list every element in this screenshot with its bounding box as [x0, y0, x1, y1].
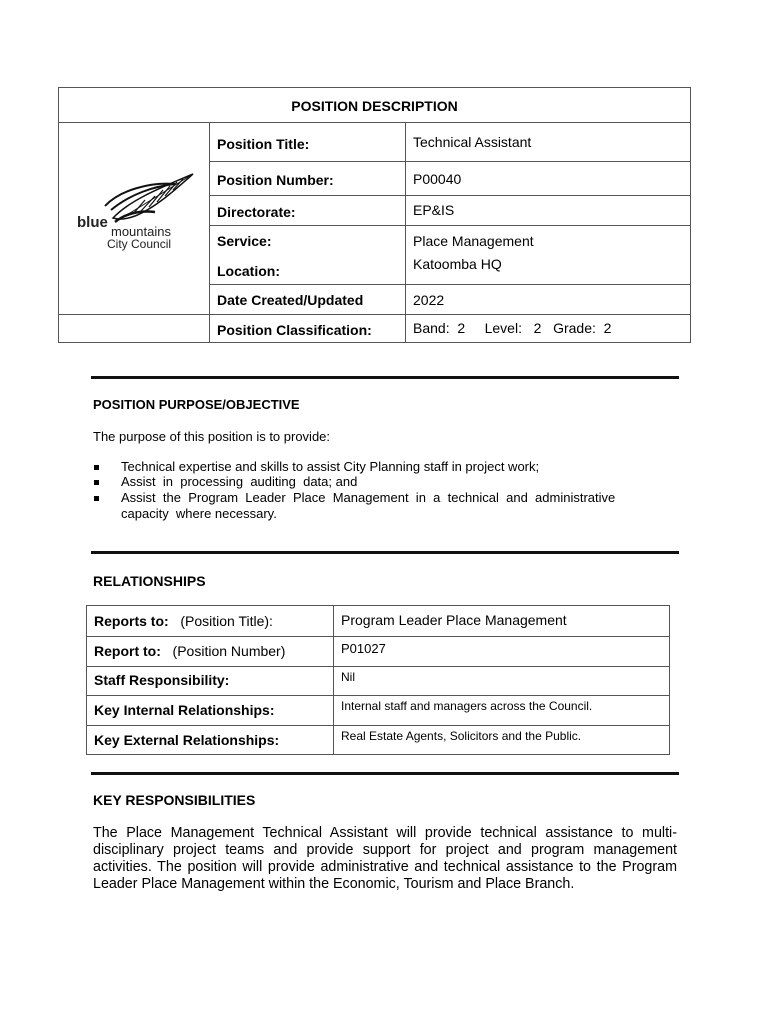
table-row [94, 672, 229, 688]
row-label: Staff Responsibility: [94, 672, 230, 688]
service-value: Place Management [413, 233, 534, 249]
divider [405, 122, 406, 342]
table-row [94, 732, 279, 748]
position-title-value: Technical Assistant [413, 134, 532, 150]
directorate-value: EP&IS [413, 202, 455, 218]
purpose-bullet: Assist in processing auditing data; and [121, 474, 358, 489]
council-logo [75, 170, 195, 255]
relationships-table [86, 605, 670, 755]
row-value: Program Leader Place Management [341, 612, 567, 628]
divider [209, 225, 690, 226]
logo-word-city-council: City Council [107, 237, 172, 251]
table-row [94, 643, 285, 659]
position-classification-label: Position Classification: [217, 322, 372, 338]
document-title: POSITION DESCRIPTION [291, 98, 458, 114]
bullet-marker [94, 480, 99, 485]
divider [209, 161, 690, 162]
divider [87, 636, 669, 637]
row-label-extra: (Position Title): [168, 613, 273, 629]
date-created-label: Date Created/Updated [217, 292, 364, 308]
row-label: Reports to: [94, 613, 169, 629]
row-value: Real Estate Agents, Solicitors and the Public. [341, 729, 582, 743]
logo-word-mountains: mountains [111, 224, 171, 239]
divider [87, 666, 669, 667]
row-label: Key Internal Relationships: [94, 702, 275, 718]
divider [209, 122, 210, 342]
divider [59, 314, 690, 315]
purpose-heading: POSITION PURPOSE/OBJECTIVE [93, 397, 300, 412]
key-responsibilities-heading: KEY RESPONSIBILITIES [93, 792, 256, 808]
position-number-label: Position Number: [217, 172, 334, 188]
position-classification-value: Band: 2 Level: 2 Grade: 2 [413, 320, 612, 336]
directorate-label: Directorate: [217, 204, 296, 220]
date-created-value: 2022 [413, 292, 445, 308]
row-label: Report to: [94, 643, 161, 659]
position-title-label: Position Title: [217, 136, 310, 152]
divider [209, 195, 690, 196]
row-value: Internal staff and managers across the Council. [341, 699, 593, 713]
table-row [94, 613, 273, 629]
location-value: Katoomba HQ [413, 256, 502, 272]
service-label: Service: [217, 233, 272, 249]
row-value: P01027 [341, 641, 386, 656]
divider [209, 284, 690, 285]
section-rule [91, 551, 679, 554]
bullet-marker [94, 465, 99, 470]
section-rule [91, 772, 679, 775]
row-label-extra: (Position Number) [160, 643, 286, 659]
divider [59, 122, 690, 123]
row-value: Nil [341, 670, 355, 684]
logo-word-blue: blue [77, 214, 108, 231]
purpose-bullet-continuation: capacity where necessary. [121, 506, 277, 521]
relationships-heading: RELATIONSHIPS [93, 573, 206, 589]
bullet-marker [94, 496, 99, 501]
divider [87, 695, 669, 696]
key-responsibilities-paragraph: The Place Management Technical Assistant will provide technical assistance to multi-disciplinary project teams and provide support for project and program management activities. The position will provide administrative and technical assistance to the Program Leader Place Management within the Economic, Tourism and Place Branch. [93, 825, 677, 892]
position-number-value: P00040 [413, 171, 462, 187]
purpose-bullet: Assist the Program Leader Place Management in a technical and administrative [121, 490, 616, 505]
purpose-bullet: Technical expertise and skills to assist City Planning staff in project work; [121, 459, 540, 474]
section-rule [91, 376, 679, 379]
row-label: Key External Relationships: [94, 732, 280, 748]
divider [333, 606, 334, 754]
purpose-intro: The purpose of this position is to provide: [93, 429, 331, 444]
divider [87, 725, 669, 726]
table-row [94, 702, 274, 718]
location-label: Location: [217, 263, 280, 279]
